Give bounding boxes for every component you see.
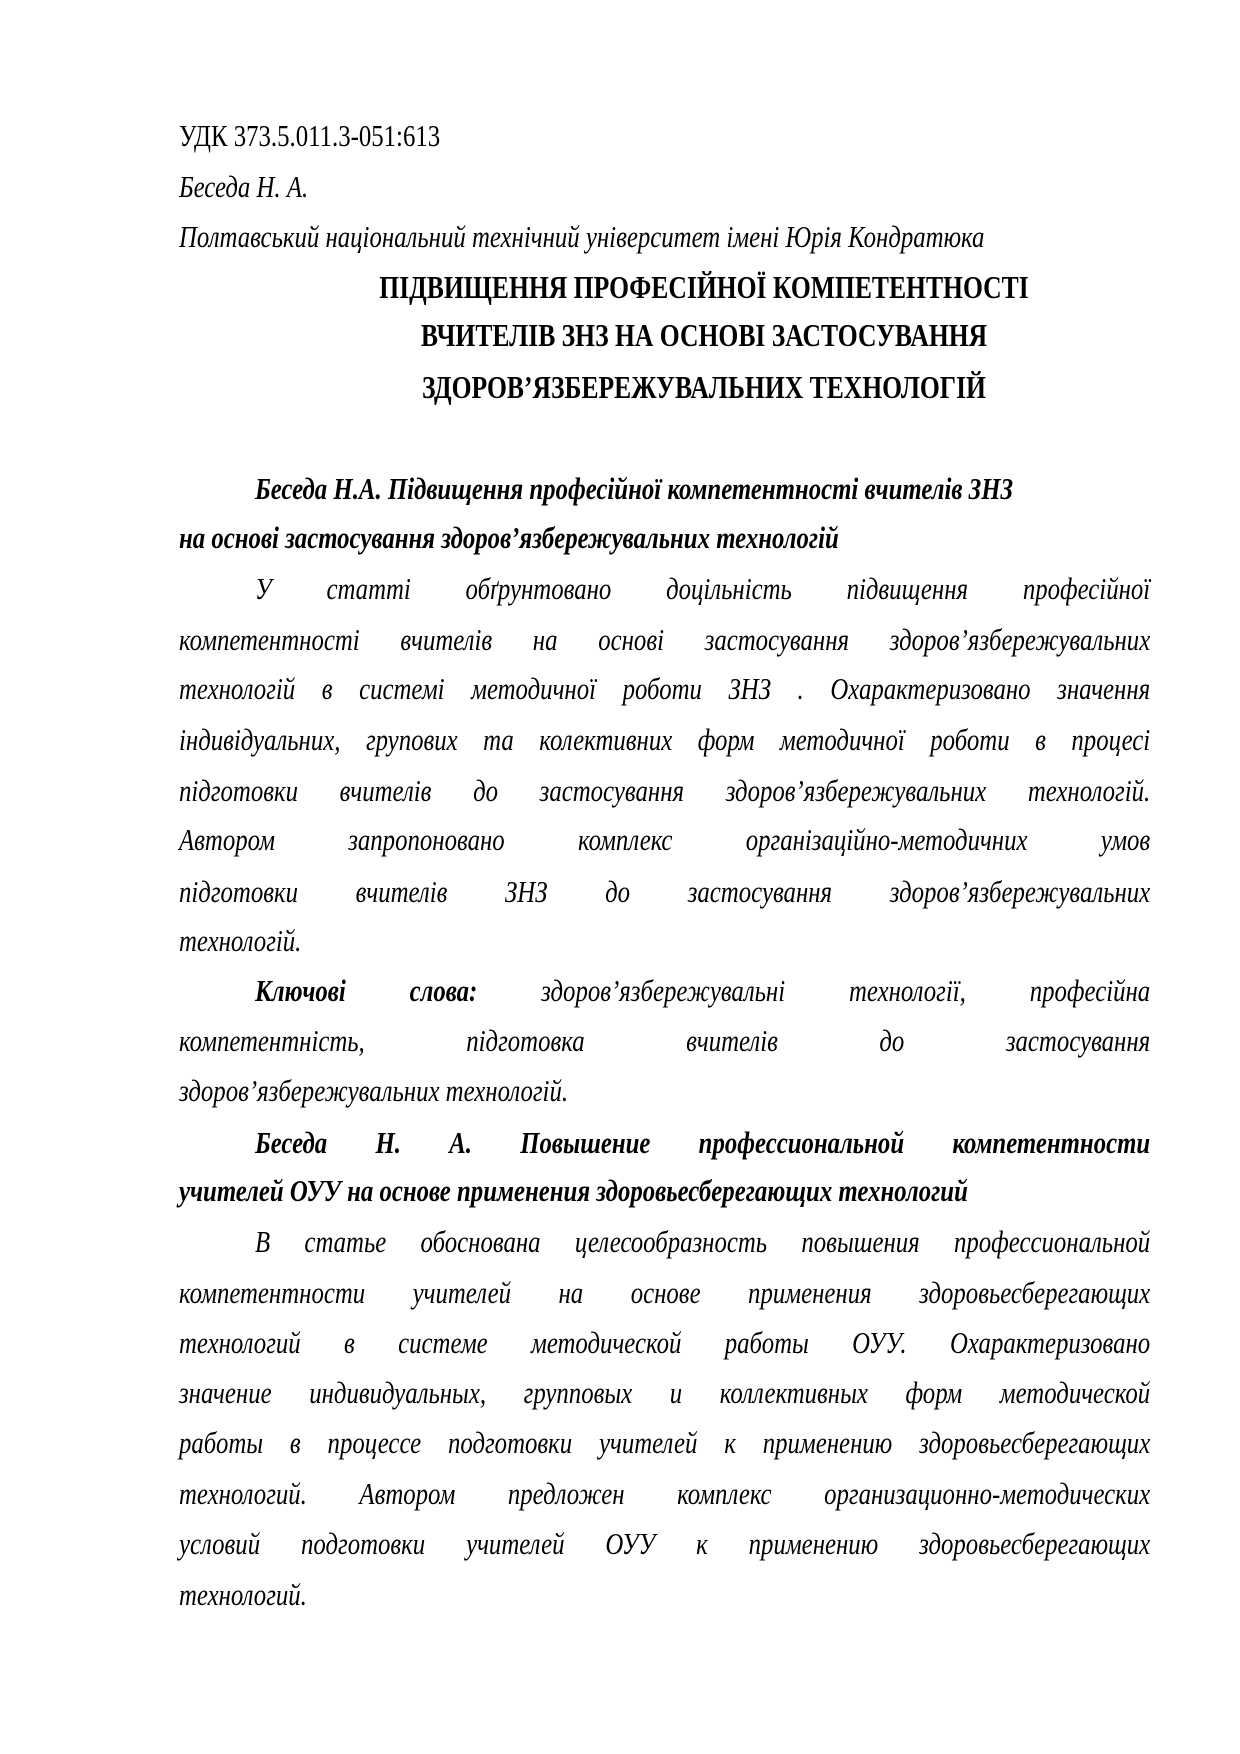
ru-abstract-line: технологий. Автором предложен комплекс организационно-методических [179, 1476, 1151, 1511]
ru-abstract-line: технологий. [179, 1577, 307, 1612]
ua-keywords-line [179, 971, 1150, 1011]
ru-abstract-line: условий подготовки учителей ОУУ к применению здоровьесберегающих [179, 1526, 1151, 1561]
ru-abstract-line: В статье обоснована целесообразность повышения профессиональной [255, 1224, 1151, 1259]
ru-abstract-line: значение индивидуальных, групповых и коллективных форм методической [179, 1375, 1151, 1410]
ua-abstract-line: підготовки вчителів до застосування здоров’язбережувальних технологій. [179, 773, 1151, 808]
ua-abstract-line: Автором запропоновано комплекс організаційно-методичних умов [179, 822, 1151, 857]
title-line-1: ПІДВИЩЕННЯ ПРОФЕСІЙНОЇ КОМПЕТЕНТНОСТІ [379, 269, 1029, 305]
keywords-label: Ключові слова: [255, 973, 478, 1008]
ru-abstract-line: работы в процессе подготовки учителей к применению здоровьесберегающих [179, 1425, 1151, 1460]
ua-abstract-line: підготовки вчителів ЗНЗ до застосування здоров’язбережувальних [179, 874, 1151, 909]
ua-abstract-line: компетентності вчителів на основі застосування здоров’язбережувальних [179, 622, 1151, 657]
ua-heading-line: Беседа Н.А. Підвищення професійної компетентності вчителів ЗНЗ [255, 471, 1014, 506]
ru-heading-line: учителей ОУУ на основе применения здоровьесберегающих технологий [179, 1173, 968, 1208]
title-line-2: ВЧИТЕЛІВ ЗНЗ НА ОСНОВІ ЗАСТОСУВАННЯ [420, 317, 988, 353]
ua-abstract-line: технологій. [179, 923, 302, 958]
udk-code: УДК 373.5.011.3-051:613 [179, 118, 441, 153]
ru-heading-line: Беседа Н. А. Повышение профессиональной компетентности [255, 1125, 1151, 1160]
ua-heading-line: на основі застосування здоров’язбережувальних технологій [179, 520, 839, 555]
ru-abstract-line: компетентности учителей на основе применения здоровьесберегающих [179, 1275, 1151, 1310]
affiliation: Полтавський національний технічний університет імені Юрія Кондратюка [179, 219, 985, 254]
keywords-text: здоров’язбережувальні технології, професійна [477, 973, 1151, 1008]
author: Беседа Н. А. [179, 169, 309, 204]
ua-abstract-line: У статті обґрунтовано доцільність підвищення професійної [255, 571, 1151, 606]
ua-keywords-line: компетентність, підготовка вчителів до застосування [179, 1023, 1151, 1058]
ua-abstract-line: технологій в системі методичної роботи ЗНЗ . Охарактеризовано значення [179, 671, 1151, 706]
title-line-3: ЗДОРОВ’ЯЗБЕРЕЖУВАЛЬНИХ ТЕХНОЛОГІЙ [422, 369, 986, 405]
ua-keywords-line: здоров’язбережувальних технологій. [179, 1073, 569, 1108]
ua-abstract-line: індивідуальних, групових та колективних форм методичної роботи в процесі [179, 722, 1151, 757]
ru-abstract-line: технологий в системе методической работы ОУУ. Охарактеризовано [179, 1325, 1151, 1360]
